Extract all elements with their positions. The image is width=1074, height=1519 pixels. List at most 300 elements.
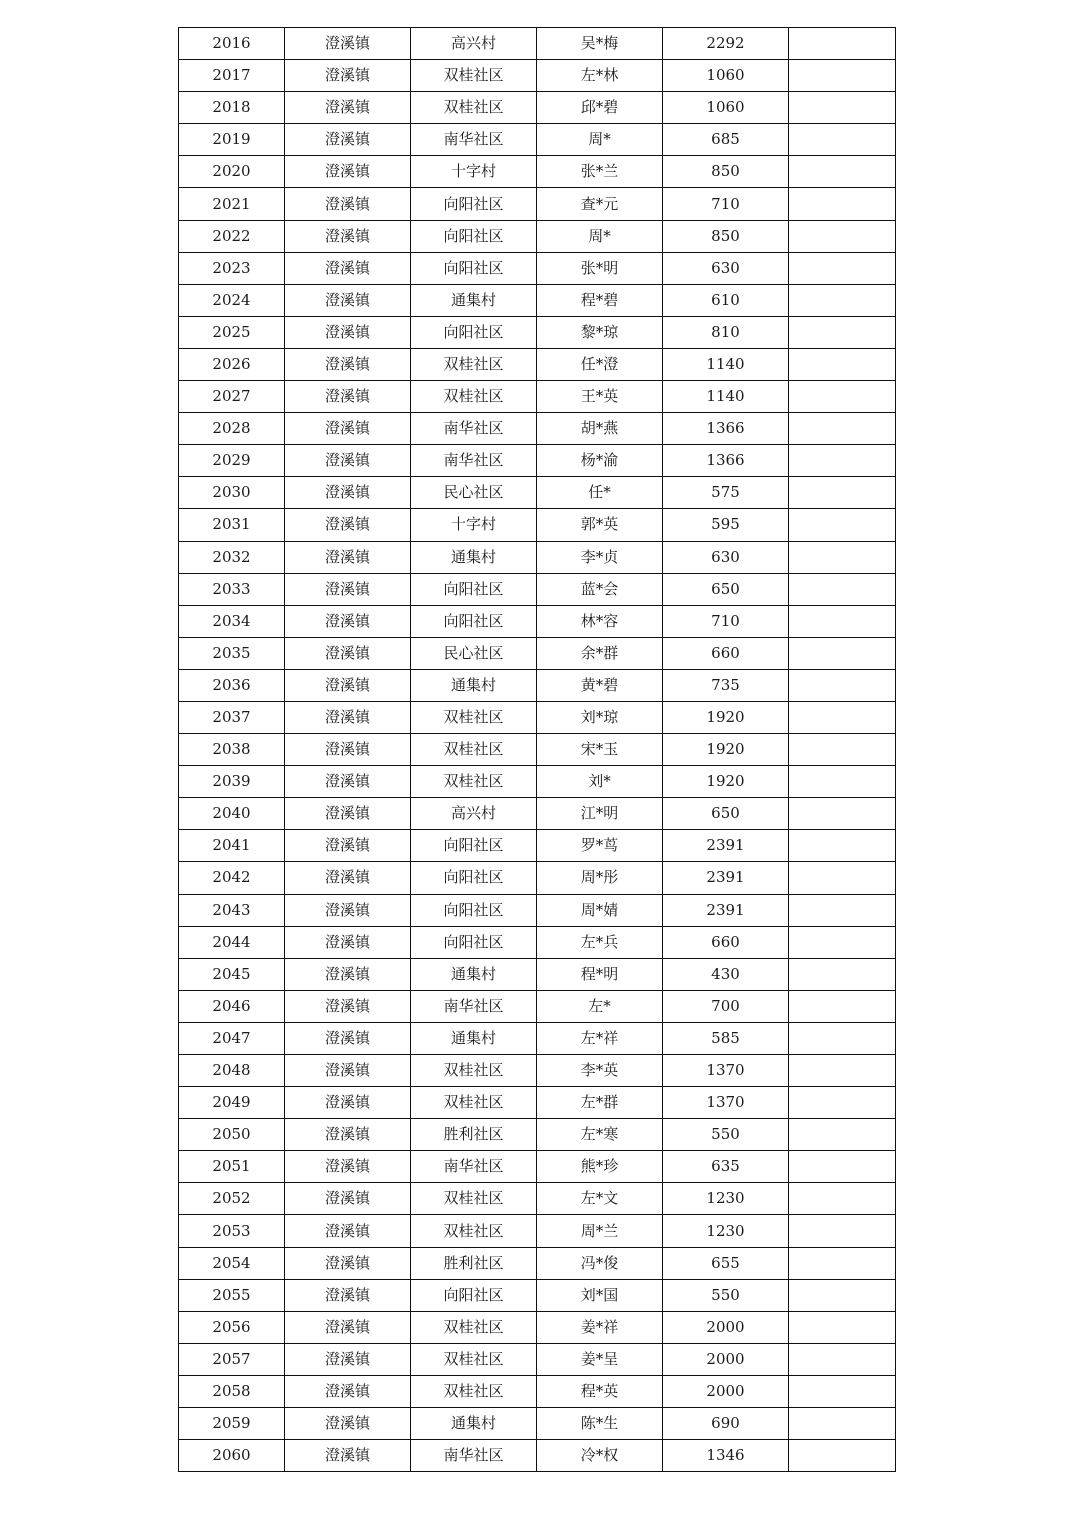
cell-town: 澄溪镇 xyxy=(285,28,411,60)
cell-village: 高兴村 xyxy=(411,28,537,60)
cell-amount: 2000 xyxy=(663,1343,789,1375)
cell-amount: 650 xyxy=(663,798,789,830)
table-row xyxy=(179,284,896,316)
cell-note xyxy=(789,926,896,958)
cell-town: 澄溪镇 xyxy=(285,669,411,701)
cell-note xyxy=(789,990,896,1022)
table-row xyxy=(179,701,896,733)
cell-note xyxy=(789,252,896,284)
cell-town: 澄溪镇 xyxy=(285,798,411,830)
table-row xyxy=(179,1279,896,1311)
cell-town: 澄溪镇 xyxy=(285,124,411,156)
cell-town: 澄溪镇 xyxy=(285,541,411,573)
cell-village: 通集村 xyxy=(411,1022,537,1054)
cell-note xyxy=(789,1087,896,1119)
cell-amount: 630 xyxy=(663,541,789,573)
table-row xyxy=(179,798,896,830)
cell-village: 通集村 xyxy=(411,541,537,573)
cell-town: 澄溪镇 xyxy=(285,1183,411,1215)
cell-village: 向阳社区 xyxy=(411,316,537,348)
cell-note xyxy=(789,509,896,541)
cell-town: 澄溪镇 xyxy=(285,701,411,733)
cell-amount: 2292 xyxy=(663,28,789,60)
cell-amount: 1370 xyxy=(663,1055,789,1087)
table-row xyxy=(179,1408,896,1440)
cell-name: 张*明 xyxy=(537,252,663,284)
cell-town: 澄溪镇 xyxy=(285,1055,411,1087)
cell-name: 蓝*会 xyxy=(537,573,663,605)
cell-town: 澄溪镇 xyxy=(285,573,411,605)
cell-serial-number: 2056 xyxy=(179,1311,285,1343)
table-row xyxy=(179,348,896,380)
cell-note xyxy=(789,766,896,798)
cell-town: 澄溪镇 xyxy=(285,156,411,188)
cell-name: 宋*玉 xyxy=(537,734,663,766)
cell-name: 左*兵 xyxy=(537,926,663,958)
cell-amount: 635 xyxy=(663,1151,789,1183)
cell-town: 澄溪镇 xyxy=(285,220,411,252)
cell-town: 澄溪镇 xyxy=(285,894,411,926)
cell-amount: 655 xyxy=(663,1247,789,1279)
cell-serial-number: 2047 xyxy=(179,1022,285,1054)
cell-village: 南华社区 xyxy=(411,413,537,445)
table-row xyxy=(179,1247,896,1279)
cell-serial-number: 2036 xyxy=(179,669,285,701)
cell-village: 双桂社区 xyxy=(411,60,537,92)
cell-serial-number: 2057 xyxy=(179,1343,285,1375)
cell-village: 南华社区 xyxy=(411,1151,537,1183)
cell-serial-number: 2028 xyxy=(179,413,285,445)
cell-serial-number: 2053 xyxy=(179,1215,285,1247)
cell-village: 通集村 xyxy=(411,958,537,990)
cell-note xyxy=(789,124,896,156)
cell-town: 澄溪镇 xyxy=(285,1215,411,1247)
cell-note xyxy=(789,92,896,124)
cell-village: 双桂社区 xyxy=(411,734,537,766)
cell-town: 澄溪镇 xyxy=(285,413,411,445)
cell-amount: 550 xyxy=(663,1119,789,1151)
cell-note xyxy=(789,798,896,830)
cell-town: 澄溪镇 xyxy=(285,1311,411,1343)
table-row xyxy=(179,1215,896,1247)
cell-village: 民心社区 xyxy=(411,637,537,669)
cell-name: 江*明 xyxy=(537,798,663,830)
cell-note xyxy=(789,348,896,380)
cell-amount: 595 xyxy=(663,509,789,541)
cell-town: 澄溪镇 xyxy=(285,445,411,477)
cell-village: 双桂社区 xyxy=(411,1183,537,1215)
cell-name: 李*贞 xyxy=(537,541,663,573)
table-row xyxy=(179,413,896,445)
cell-town: 澄溪镇 xyxy=(285,1151,411,1183)
cell-village: 双桂社区 xyxy=(411,1311,537,1343)
cell-amount: 810 xyxy=(663,316,789,348)
cell-town: 澄溪镇 xyxy=(285,188,411,220)
table-row xyxy=(179,958,896,990)
cell-amount: 850 xyxy=(663,156,789,188)
cell-note xyxy=(789,1408,896,1440)
cell-name: 王*英 xyxy=(537,381,663,413)
cell-amount: 610 xyxy=(663,284,789,316)
cell-note xyxy=(789,1311,896,1343)
cell-amount: 1920 xyxy=(663,734,789,766)
table-row xyxy=(179,60,896,92)
cell-serial-number: 2032 xyxy=(179,541,285,573)
table-row xyxy=(179,1375,896,1407)
cell-name: 周*婧 xyxy=(537,894,663,926)
cell-village: 向阳社区 xyxy=(411,894,537,926)
cell-name: 左*文 xyxy=(537,1183,663,1215)
cell-name: 姜*祥 xyxy=(537,1311,663,1343)
table-row xyxy=(179,156,896,188)
cell-note xyxy=(789,1247,896,1279)
cell-village: 通集村 xyxy=(411,669,537,701)
cell-note xyxy=(789,316,896,348)
cell-name: 左*群 xyxy=(537,1087,663,1119)
cell-note xyxy=(789,156,896,188)
cell-note xyxy=(789,284,896,316)
cell-serial-number: 2026 xyxy=(179,348,285,380)
cell-amount: 1230 xyxy=(663,1183,789,1215)
table-row xyxy=(179,188,896,220)
cell-serial-number: 2016 xyxy=(179,28,285,60)
table-row xyxy=(179,669,896,701)
cell-amount: 630 xyxy=(663,252,789,284)
cell-amount: 1366 xyxy=(663,413,789,445)
cell-serial-number: 2048 xyxy=(179,1055,285,1087)
cell-name: 李*英 xyxy=(537,1055,663,1087)
cell-town: 澄溪镇 xyxy=(285,1279,411,1311)
cell-serial-number: 2029 xyxy=(179,445,285,477)
cell-amount: 2391 xyxy=(663,830,789,862)
cell-village: 双桂社区 xyxy=(411,1087,537,1119)
cell-serial-number: 2052 xyxy=(179,1183,285,1215)
cell-serial-number: 2045 xyxy=(179,958,285,990)
cell-town: 澄溪镇 xyxy=(285,1440,411,1472)
cell-serial-number: 2042 xyxy=(179,862,285,894)
cell-note xyxy=(789,1440,896,1472)
cell-amount: 1140 xyxy=(663,381,789,413)
table-row xyxy=(179,1087,896,1119)
table-row xyxy=(179,509,896,541)
cell-note xyxy=(789,1119,896,1151)
cell-town: 澄溪镇 xyxy=(285,990,411,1022)
cell-town: 澄溪镇 xyxy=(285,958,411,990)
table-row xyxy=(179,1440,896,1472)
cell-town: 澄溪镇 xyxy=(285,637,411,669)
table-row xyxy=(179,1343,896,1375)
cell-village: 向阳社区 xyxy=(411,926,537,958)
cell-amount: 2391 xyxy=(663,862,789,894)
cell-amount: 690 xyxy=(663,1408,789,1440)
table-row xyxy=(179,573,896,605)
cell-serial-number: 2039 xyxy=(179,766,285,798)
cell-note xyxy=(789,701,896,733)
cell-note xyxy=(789,1343,896,1375)
cell-name: 程*碧 xyxy=(537,284,663,316)
cell-village: 高兴村 xyxy=(411,798,537,830)
cell-name: 冷*权 xyxy=(537,1440,663,1472)
cell-note xyxy=(789,541,896,573)
table-row xyxy=(179,862,896,894)
cell-amount: 710 xyxy=(663,605,789,637)
cell-name: 周* xyxy=(537,220,663,252)
table-body xyxy=(179,28,896,1472)
cell-town: 澄溪镇 xyxy=(285,830,411,862)
table-row xyxy=(179,381,896,413)
cell-note xyxy=(789,477,896,509)
cell-village: 双桂社区 xyxy=(411,766,537,798)
cell-name: 冯*俊 xyxy=(537,1247,663,1279)
cell-amount: 1370 xyxy=(663,1087,789,1119)
cell-village: 向阳社区 xyxy=(411,1279,537,1311)
table-row xyxy=(179,1055,896,1087)
cell-amount: 650 xyxy=(663,573,789,605)
cell-serial-number: 2055 xyxy=(179,1279,285,1311)
table-row xyxy=(179,637,896,669)
cell-village: 南华社区 xyxy=(411,445,537,477)
cell-note xyxy=(789,188,896,220)
table-row xyxy=(179,990,896,1022)
cell-serial-number: 2030 xyxy=(179,477,285,509)
table-row xyxy=(179,252,896,284)
cell-name: 任* xyxy=(537,477,663,509)
table-row xyxy=(179,1119,896,1151)
cell-serial-number: 2017 xyxy=(179,60,285,92)
cell-amount: 1060 xyxy=(663,60,789,92)
cell-name: 熊*珍 xyxy=(537,1151,663,1183)
cell-village: 向阳社区 xyxy=(411,862,537,894)
table-row xyxy=(179,605,896,637)
cell-serial-number: 2034 xyxy=(179,605,285,637)
cell-town: 澄溪镇 xyxy=(285,766,411,798)
cell-town: 澄溪镇 xyxy=(285,862,411,894)
cell-village: 向阳社区 xyxy=(411,830,537,862)
cell-amount: 685 xyxy=(663,124,789,156)
cell-note xyxy=(789,381,896,413)
cell-serial-number: 2019 xyxy=(179,124,285,156)
cell-name: 陈*生 xyxy=(537,1408,663,1440)
table-row xyxy=(179,1311,896,1343)
cell-name: 郭*英 xyxy=(537,509,663,541)
cell-amount: 585 xyxy=(663,1022,789,1054)
cell-note xyxy=(789,60,896,92)
cell-village: 向阳社区 xyxy=(411,605,537,637)
cell-town: 澄溪镇 xyxy=(285,1375,411,1407)
cell-town: 澄溪镇 xyxy=(285,284,411,316)
cell-serial-number: 2040 xyxy=(179,798,285,830)
cell-serial-number: 2037 xyxy=(179,701,285,733)
cell-village: 向阳社区 xyxy=(411,252,537,284)
cell-amount: 550 xyxy=(663,1279,789,1311)
cell-village: 南华社区 xyxy=(411,990,537,1022)
cell-serial-number: 2022 xyxy=(179,220,285,252)
cell-serial-number: 2035 xyxy=(179,637,285,669)
cell-town: 澄溪镇 xyxy=(285,605,411,637)
cell-town: 澄溪镇 xyxy=(285,1408,411,1440)
cell-note xyxy=(789,1215,896,1247)
cell-village: 向阳社区 xyxy=(411,220,537,252)
data-table xyxy=(178,27,896,1472)
table-row xyxy=(179,734,896,766)
cell-name: 周*兰 xyxy=(537,1215,663,1247)
cell-note xyxy=(789,28,896,60)
cell-serial-number: 2020 xyxy=(179,156,285,188)
cell-amount: 2391 xyxy=(663,894,789,926)
cell-name: 左* xyxy=(537,990,663,1022)
cell-village: 向阳社区 xyxy=(411,573,537,605)
cell-serial-number: 2027 xyxy=(179,381,285,413)
cell-name: 左*林 xyxy=(537,60,663,92)
cell-name: 黄*碧 xyxy=(537,669,663,701)
table-row xyxy=(179,220,896,252)
cell-village: 南华社区 xyxy=(411,124,537,156)
cell-note xyxy=(789,637,896,669)
cell-town: 澄溪镇 xyxy=(285,348,411,380)
cell-name: 刘*琼 xyxy=(537,701,663,733)
cell-name: 周* xyxy=(537,124,663,156)
cell-village: 向阳社区 xyxy=(411,188,537,220)
cell-village: 双桂社区 xyxy=(411,1055,537,1087)
cell-note xyxy=(789,830,896,862)
cell-serial-number: 2044 xyxy=(179,926,285,958)
cell-serial-number: 2018 xyxy=(179,92,285,124)
cell-amount: 660 xyxy=(663,926,789,958)
cell-serial-number: 2054 xyxy=(179,1247,285,1279)
cell-village: 双桂社区 xyxy=(411,92,537,124)
cell-town: 澄溪镇 xyxy=(285,477,411,509)
cell-village: 胜利社区 xyxy=(411,1119,537,1151)
table-row xyxy=(179,28,896,60)
cell-amount: 2000 xyxy=(663,1311,789,1343)
cell-village: 胜利社区 xyxy=(411,1247,537,1279)
cell-amount: 1920 xyxy=(663,701,789,733)
cell-note xyxy=(789,1183,896,1215)
cell-serial-number: 2051 xyxy=(179,1151,285,1183)
cell-note xyxy=(789,734,896,766)
table-row xyxy=(179,541,896,573)
cell-name: 胡*燕 xyxy=(537,413,663,445)
cell-note xyxy=(789,862,896,894)
cell-village: 双桂社区 xyxy=(411,1343,537,1375)
cell-town: 澄溪镇 xyxy=(285,1022,411,1054)
cell-village: 双桂社区 xyxy=(411,381,537,413)
cell-name: 邱*碧 xyxy=(537,92,663,124)
cell-village: 通集村 xyxy=(411,284,537,316)
table-row xyxy=(179,316,896,348)
cell-amount: 1346 xyxy=(663,1440,789,1472)
cell-note xyxy=(789,445,896,477)
cell-serial-number: 2041 xyxy=(179,830,285,862)
cell-name: 程*明 xyxy=(537,958,663,990)
cell-town: 澄溪镇 xyxy=(285,509,411,541)
cell-serial-number: 2050 xyxy=(179,1119,285,1151)
cell-town: 澄溪镇 xyxy=(285,1087,411,1119)
cell-name: 吴*梅 xyxy=(537,28,663,60)
cell-serial-number: 2038 xyxy=(179,734,285,766)
cell-note xyxy=(789,1151,896,1183)
cell-village: 十字村 xyxy=(411,156,537,188)
cell-town: 澄溪镇 xyxy=(285,1343,411,1375)
cell-serial-number: 2033 xyxy=(179,573,285,605)
cell-note xyxy=(789,958,896,990)
cell-name: 杨*渝 xyxy=(537,445,663,477)
cell-note xyxy=(789,1375,896,1407)
cell-note xyxy=(789,220,896,252)
cell-town: 澄溪镇 xyxy=(285,60,411,92)
cell-village: 双桂社区 xyxy=(411,1215,537,1247)
table-row xyxy=(179,830,896,862)
cell-serial-number: 2060 xyxy=(179,1440,285,1472)
cell-serial-number: 2059 xyxy=(179,1408,285,1440)
table-row xyxy=(179,926,896,958)
cell-town: 澄溪镇 xyxy=(285,926,411,958)
cell-name: 左*祥 xyxy=(537,1022,663,1054)
cell-village: 双桂社区 xyxy=(411,1375,537,1407)
table-row xyxy=(179,1183,896,1215)
cell-serial-number: 2058 xyxy=(179,1375,285,1407)
cell-amount: 575 xyxy=(663,477,789,509)
cell-town: 澄溪镇 xyxy=(285,734,411,766)
cell-amount: 1920 xyxy=(663,766,789,798)
cell-name: 姜*呈 xyxy=(537,1343,663,1375)
cell-town: 澄溪镇 xyxy=(285,1247,411,1279)
cell-amount: 710 xyxy=(663,188,789,220)
cell-village: 通集村 xyxy=(411,1408,537,1440)
cell-note xyxy=(789,1022,896,1054)
cell-name: 查*元 xyxy=(537,188,663,220)
table-row xyxy=(179,92,896,124)
cell-note xyxy=(789,1055,896,1087)
cell-note xyxy=(789,573,896,605)
cell-serial-number: 2049 xyxy=(179,1087,285,1119)
cell-name: 罗*茑 xyxy=(537,830,663,862)
cell-amount: 850 xyxy=(663,220,789,252)
table-row xyxy=(179,894,896,926)
cell-name: 余*群 xyxy=(537,637,663,669)
cell-name: 张*兰 xyxy=(537,156,663,188)
cell-amount: 700 xyxy=(663,990,789,1022)
cell-town: 澄溪镇 xyxy=(285,381,411,413)
cell-serial-number: 2043 xyxy=(179,894,285,926)
cell-town: 澄溪镇 xyxy=(285,1119,411,1151)
cell-name: 刘*国 xyxy=(537,1279,663,1311)
cell-amount: 660 xyxy=(663,637,789,669)
cell-serial-number: 2025 xyxy=(179,316,285,348)
cell-name: 林*容 xyxy=(537,605,663,637)
table-row xyxy=(179,1022,896,1054)
cell-serial-number: 2046 xyxy=(179,990,285,1022)
cell-note xyxy=(789,413,896,445)
table-row xyxy=(179,477,896,509)
table-row xyxy=(179,766,896,798)
cell-name: 刘* xyxy=(537,766,663,798)
cell-note xyxy=(789,1279,896,1311)
cell-amount: 1140 xyxy=(663,348,789,380)
cell-town: 澄溪镇 xyxy=(285,316,411,348)
cell-note xyxy=(789,669,896,701)
cell-name: 黎*琼 xyxy=(537,316,663,348)
cell-note xyxy=(789,605,896,637)
table-row xyxy=(179,124,896,156)
cell-name: 周*彤 xyxy=(537,862,663,894)
cell-amount: 1060 xyxy=(663,92,789,124)
cell-village: 民心社区 xyxy=(411,477,537,509)
cell-amount: 1366 xyxy=(663,445,789,477)
cell-name: 程*英 xyxy=(537,1375,663,1407)
cell-amount: 1230 xyxy=(663,1215,789,1247)
cell-village: 双桂社区 xyxy=(411,348,537,380)
